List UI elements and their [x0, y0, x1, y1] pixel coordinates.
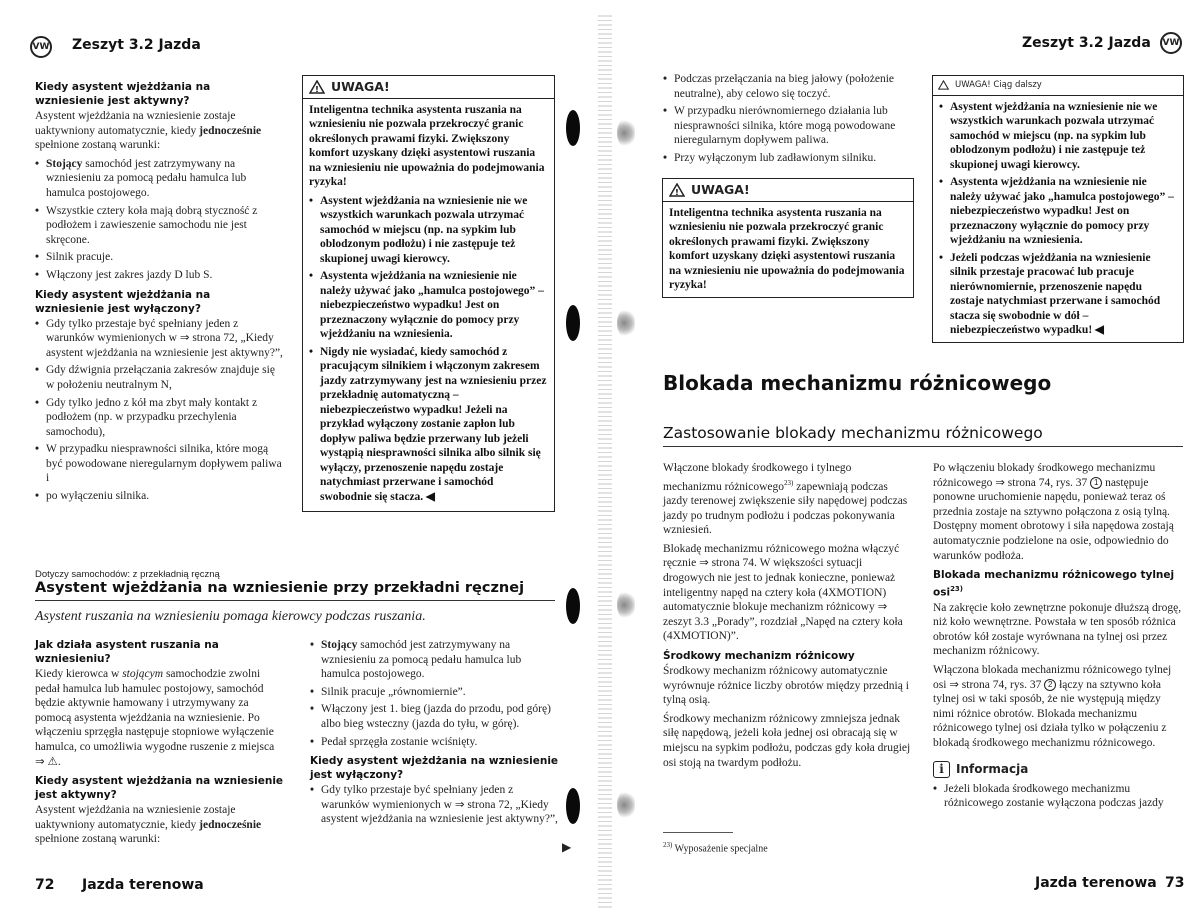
info-icon: i	[933, 761, 950, 778]
paragraph: Kiedy kierowca w stojącym samochodzie zwolni pedał hamulca lub hamulec postojowy, samochód będzie aktywnie hamowany i utrzymywany za pomocą asystenta wjeżdżania na wzniesienie. Po włączeniu sprzęgła następuje stopniowe wyłączenie hamulca, co umożliwia wygodne ruszenie z miejsca ⇒ ⚠.	[35, 668, 275, 768]
p73-col1	[663, 461, 913, 774]
paragraph: Blokadę mechanizmu różnicowego można włączyć ręcznie ⇒ strona 74. W większości sytuacji drogowych nie jest to jednak konieczne, ponieważ inteligentny napęd na cztery koła (4XMOTION) automatycznie blokuje mechanizm różnicowy ⇒ zeszyt 3.3 „Porady”, rozdział „Napęd na cztery koła (4XMOTION)”.	[663, 542, 903, 643]
list-item: • W przypadku niesprawności silnika, które mogą być powodowane nieregularnym dopływem paliwa i	[35, 442, 283, 486]
scan-mark	[617, 790, 635, 820]
next-page-arrow: ▶	[562, 840, 572, 854]
list-item: • Asystenta wjeżdżania na wzniesienie nie należy używać jako „hamulca postojowego” – niebezpieczeństwo wypadku! Jest on przeznaczony wyłącznie do pomocy przy wjeżdżaniu na wzniesienia.	[309, 269, 548, 342]
footer-title-left: Jazda terenowa	[82, 877, 204, 893]
list-item: • Przy wyłączonym lub zadławionym silniku.	[663, 151, 913, 166]
scan-mark	[566, 788, 580, 824]
p72-col1	[35, 80, 283, 507]
paragraph: Asystent wjeżdżania na wzniesienie zostaje uaktywniony automatycznie, kiedy jednocześnie spełnione zostaną warunki:	[35, 804, 262, 846]
warning-box-right	[662, 178, 914, 298]
scan-mark	[566, 588, 580, 624]
warning-triangle-icon	[309, 80, 325, 94]
warning-triangle-icon	[938, 80, 949, 90]
info-header: i Informacja	[933, 761, 1183, 778]
heading: Kiedy asystent wjeżdżania na wzniesienie jest wyłączony?	[35, 288, 211, 315]
applies-note: Dotyczy samochodów: z przekładnią ręczną	[35, 569, 220, 580]
warning-header: ! UWAGA!	[663, 179, 913, 202]
heading: Środkowy mechanizm różnicowy	[663, 649, 855, 662]
heading: Kiedy asystent wjeżdżania na wzniesienie jest wyłączony?	[310, 755, 559, 782]
scan-mark	[617, 308, 635, 338]
list-item: • Silnik pracuje „równomiernie”.	[310, 685, 560, 700]
list-item: • Gdy tylko jedno z kół ma zbyt mały kontakt z podłożem (np. w przypadku przechylenia samochodu),	[35, 396, 283, 440]
p73-col2	[933, 461, 1183, 814]
list-item: • W przypadku nierównomiernego działania lub niesprawności silnika, które mogą powodowane nieregularnym dopływem paliwa.	[663, 104, 913, 148]
paragraph: Włączona blokada mechanizmu różnicowego tylnej osi ⇒ strona 74, rys. 37 2 łączy na sztywno koła tylnej osi w taki sposób, że nie występują między nimi różnice obrotów. Blokada mechanizmu różnicowego tylnej osi działa tylko w połączeniu z blokadą środkowego mechanizmu różnicowego.	[933, 664, 1172, 749]
list-item: • Stojący samochód jest zatrzymywany na wzniesieniu za pomocą pedału hamulca lub hamulca postojowego.	[35, 157, 283, 201]
heading: Kiedy asystent wjeżdżania na wzniesienie jest aktywny?	[35, 81, 211, 107]
paragraph: Środkowy mechanizm różnicowy zmniejsza jednak siłę napędową, jeżeli koła jednej osi obracają się w miejscu na sypkim podłożu, podczas gdy koła drugiej osi stoją na twardym podłożu.	[663, 712, 911, 769]
footer-title-right: Jazda terenowa	[1035, 875, 1157, 891]
section-rule	[35, 600, 555, 601]
paragraph: Na zakręcie koło zewnętrzne pokonuje dłuższą drogę, niż koło wewnętrzne. Powstała w ten sposób różnica obrotów kół zostaje wyrównana na tylnej osi przez mechanizm różnicowy.	[933, 601, 1182, 658]
vw-logo-right: VW	[1160, 32, 1182, 54]
chapter-title: Blokada mechanizmu różnicowego	[663, 371, 1052, 395]
p73-col1-top	[663, 72, 913, 169]
scan-mark	[566, 110, 580, 146]
list-item: • Podczas przełączania na bieg jałowy (położenie neutralne), aby celowo się toczyć.	[663, 72, 913, 101]
list-item: • Jeżeli blokada środkowego mechanizmu różnicowego zostanie wyłączona podczas jazdy	[933, 782, 1183, 811]
warning-text: Inteligentna technika asystenta ruszania na wzniesieniu nie pozwala przekroczyć granic określonych prawami fizyki. Zwiększony komfort uzyskany dzięki asystentowi ruszania na wzniesieniu nie upoważnia do podejmowania ryzyka!	[309, 103, 545, 189]
footnote: $^{23)}$ Wyposażenie specjalne	[663, 841, 768, 855]
p72-col2-bottom	[310, 638, 560, 830]
list-item: • Silnik pracuje.	[35, 250, 283, 265]
svg-text:!: !	[315, 85, 319, 95]
list-item: • Gdy tylko przestaje być spełniany jeden z warunków wymienionych w ⇒ strona 72, „Kiedy asystent wjeżdżania na wzniesienie jest aktywny?”,	[35, 317, 283, 361]
heading: Jak działa asystent ruszania na wzniesieniu?	[35, 639, 219, 665]
list-item: • Włączony jest 1. bieg (jazda do przodu, pod górę) albo bieg wsteczny (jazda do tyłu, w górę).	[310, 702, 560, 731]
list-item: • Gdy tylko przestaje być spełniany jeden z warunków wymienionych w ⇒ strona 72, „Kiedy asystent wjeżdżania na wzniesienie jest aktywny?”,	[310, 783, 560, 827]
list-item: • Stojący samochód jest zatrzymywany na wzniesieniu za pomocą pedału hamulca lub hamulca postojowego.	[310, 638, 560, 682]
list-item: • Nigdy nie wysiadać, kiedy samochód z pracującym silnikiem i włączonym zakresem jazdy zatrzymywany jest na wzniesieniu przez przekładnię automatyczną – niebezpieczeństwo wypadku! Jeżeli na przykład wyłączony zostanie zapłon lub dopływ paliwa będzie przerwany lub jeżeli wystąpią niesprawności silnika albo silnik się wyłączy, przenoszenie napędu zostaje natychmiast przerwane i samochód swobodnie się stacza. ◀	[309, 345, 548, 505]
section-title: Asystent wjeżdżania na wzniesienie przy przekładni ręcznej	[35, 580, 525, 596]
warning-triangle-icon	[669, 183, 685, 197]
warning-box-continued	[932, 75, 1184, 343]
list-item: • Włączony jest zakres jazdy D lub S.	[35, 268, 283, 283]
paragraph: Środkowy mechanizm różnicowy automatycznie wyrównuje różnice liczby obrotów między przednią i tylną osią.	[663, 664, 909, 707]
section-title: Zastosowanie blokady mechanizmu różnicowego	[663, 424, 1043, 442]
paragraph: Po włączeniu blokady środkowego mechanizmu różnicowego ⇒ strona 74, rys. 37 1 następuje ponowne uruchomienie napędu, ponieważ teraz oś przednia zostaje na sztywno połączona z osią tylną. Dostępny moment obrotowy i siła napędowa zostają automatycznie podzielone na osie, odpowiednio do warunków podłoża.	[933, 462, 1174, 562]
list-item: • Asystent wjeżdżania na wzniesienie nie we wszystkich warunkach pozwala utrzymać samochód w miejscu (np. na sypkim lub oblodzonym podłożu) i nie zastępuje też skupionej uwagi kierowcy.	[309, 194, 548, 267]
list-item: • Asystenta wjeżdżania na wzniesienie nie należy używać jako „hamulca postojowego” – niebezpieczeństwo wypadku! Jest on przeznaczony wyłącznie do pomocy przy wjeżdżaniu na wzniesienia.	[939, 175, 1177, 248]
warning-body	[303, 99, 554, 512]
scan-mark	[617, 118, 635, 148]
binding-gutter	[598, 15, 612, 910]
svg-text:!: !	[675, 188, 679, 198]
paragraph: Asystent wjeżdżania na wzniesienie zostaje uaktywniony automatycznie, kiedy jednocześnie spełnione zostaną warunki:	[35, 110, 262, 152]
section-subtitle: Asystent ruszania na wzniesieniu pomaga kierowcy podczas ruszania.	[35, 609, 426, 624]
list-item: • Jeżeli podczas wjeżdżania na wzniesienie silnik przestaje pracować lub pracuje nierównomiernie, przenoszenie napędu zostaje natychmiast przerwane i samochód stacza się swobodnie w dół – niebezpieczeństwo wypadku! ◀	[939, 251, 1177, 338]
warning-header: UWAGA! Ciąg dalszy	[933, 76, 1183, 96]
scan-mark	[617, 590, 635, 620]
list-item: • Asystent wjeżdżania na wzniesienie nie we wszystkich warunkach pozwala utrzymać samochód w miejscu (np. na sypkim lub oblodzonym podłożu) i nie zastępuje też skupionej uwagi kierowcy.	[939, 100, 1177, 173]
p72-col1-bottom	[35, 638, 285, 851]
warning-header: ! UWAGA!	[303, 76, 554, 99]
page-number-left: 72	[35, 877, 55, 893]
header-right: Zeszyt 3.2 Jazda	[1022, 35, 1151, 51]
section-rule	[663, 446, 1183, 447]
heading: Blokada mechanizmu różnicowego tylnej osi$^{23)}$	[933, 569, 1175, 599]
list-item: • Pedał sprzęgła zostanie wciśnięty.	[310, 735, 560, 750]
vw-logo-left: VW	[30, 36, 52, 58]
warning-body	[663, 202, 913, 297]
warning-body	[933, 96, 1183, 342]
list-item: • Gdy dźwignia przełączania zakresów znajduje się w położeniu neutralnym N,	[35, 363, 283, 392]
warning-text: Inteligentna technika asystenta ruszania na wzniesieniu nie pozwala przekroczyć granic określonych prawami fizyki. Zwiększony komfort uzyskany dzięki asystentowi ruszania na wzniesieniu nie upoważnia do podejmowania ryzyka!	[669, 206, 905, 292]
list-item: • po wyłączeniu silnika.	[35, 489, 283, 504]
list-item: • Wszystkie cztery koła mają dobrą styczność z podłożem i zawieszenie samochodu nie jest skręcone.	[35, 204, 283, 248]
scan-mark	[566, 305, 580, 341]
header-left: Zeszyt 3.2 Jazda	[72, 37, 201, 53]
footnote-rule	[663, 832, 733, 833]
heading: Kiedy asystent wjeżdżania na wzniesienie jest aktywny?	[35, 775, 284, 802]
paragraph: Włączone blokady środkowego i tylnego mechanizmu różnicowego$^{23)}$ zapewniają podczas jazdy terenowej zwiększenie siły napędowej podczas jazdy po trudnym podłożu i podczas pokonywania wzniesień.	[663, 462, 908, 537]
warning-box-left	[302, 75, 555, 512]
page-number-right: 73	[1165, 875, 1185, 891]
